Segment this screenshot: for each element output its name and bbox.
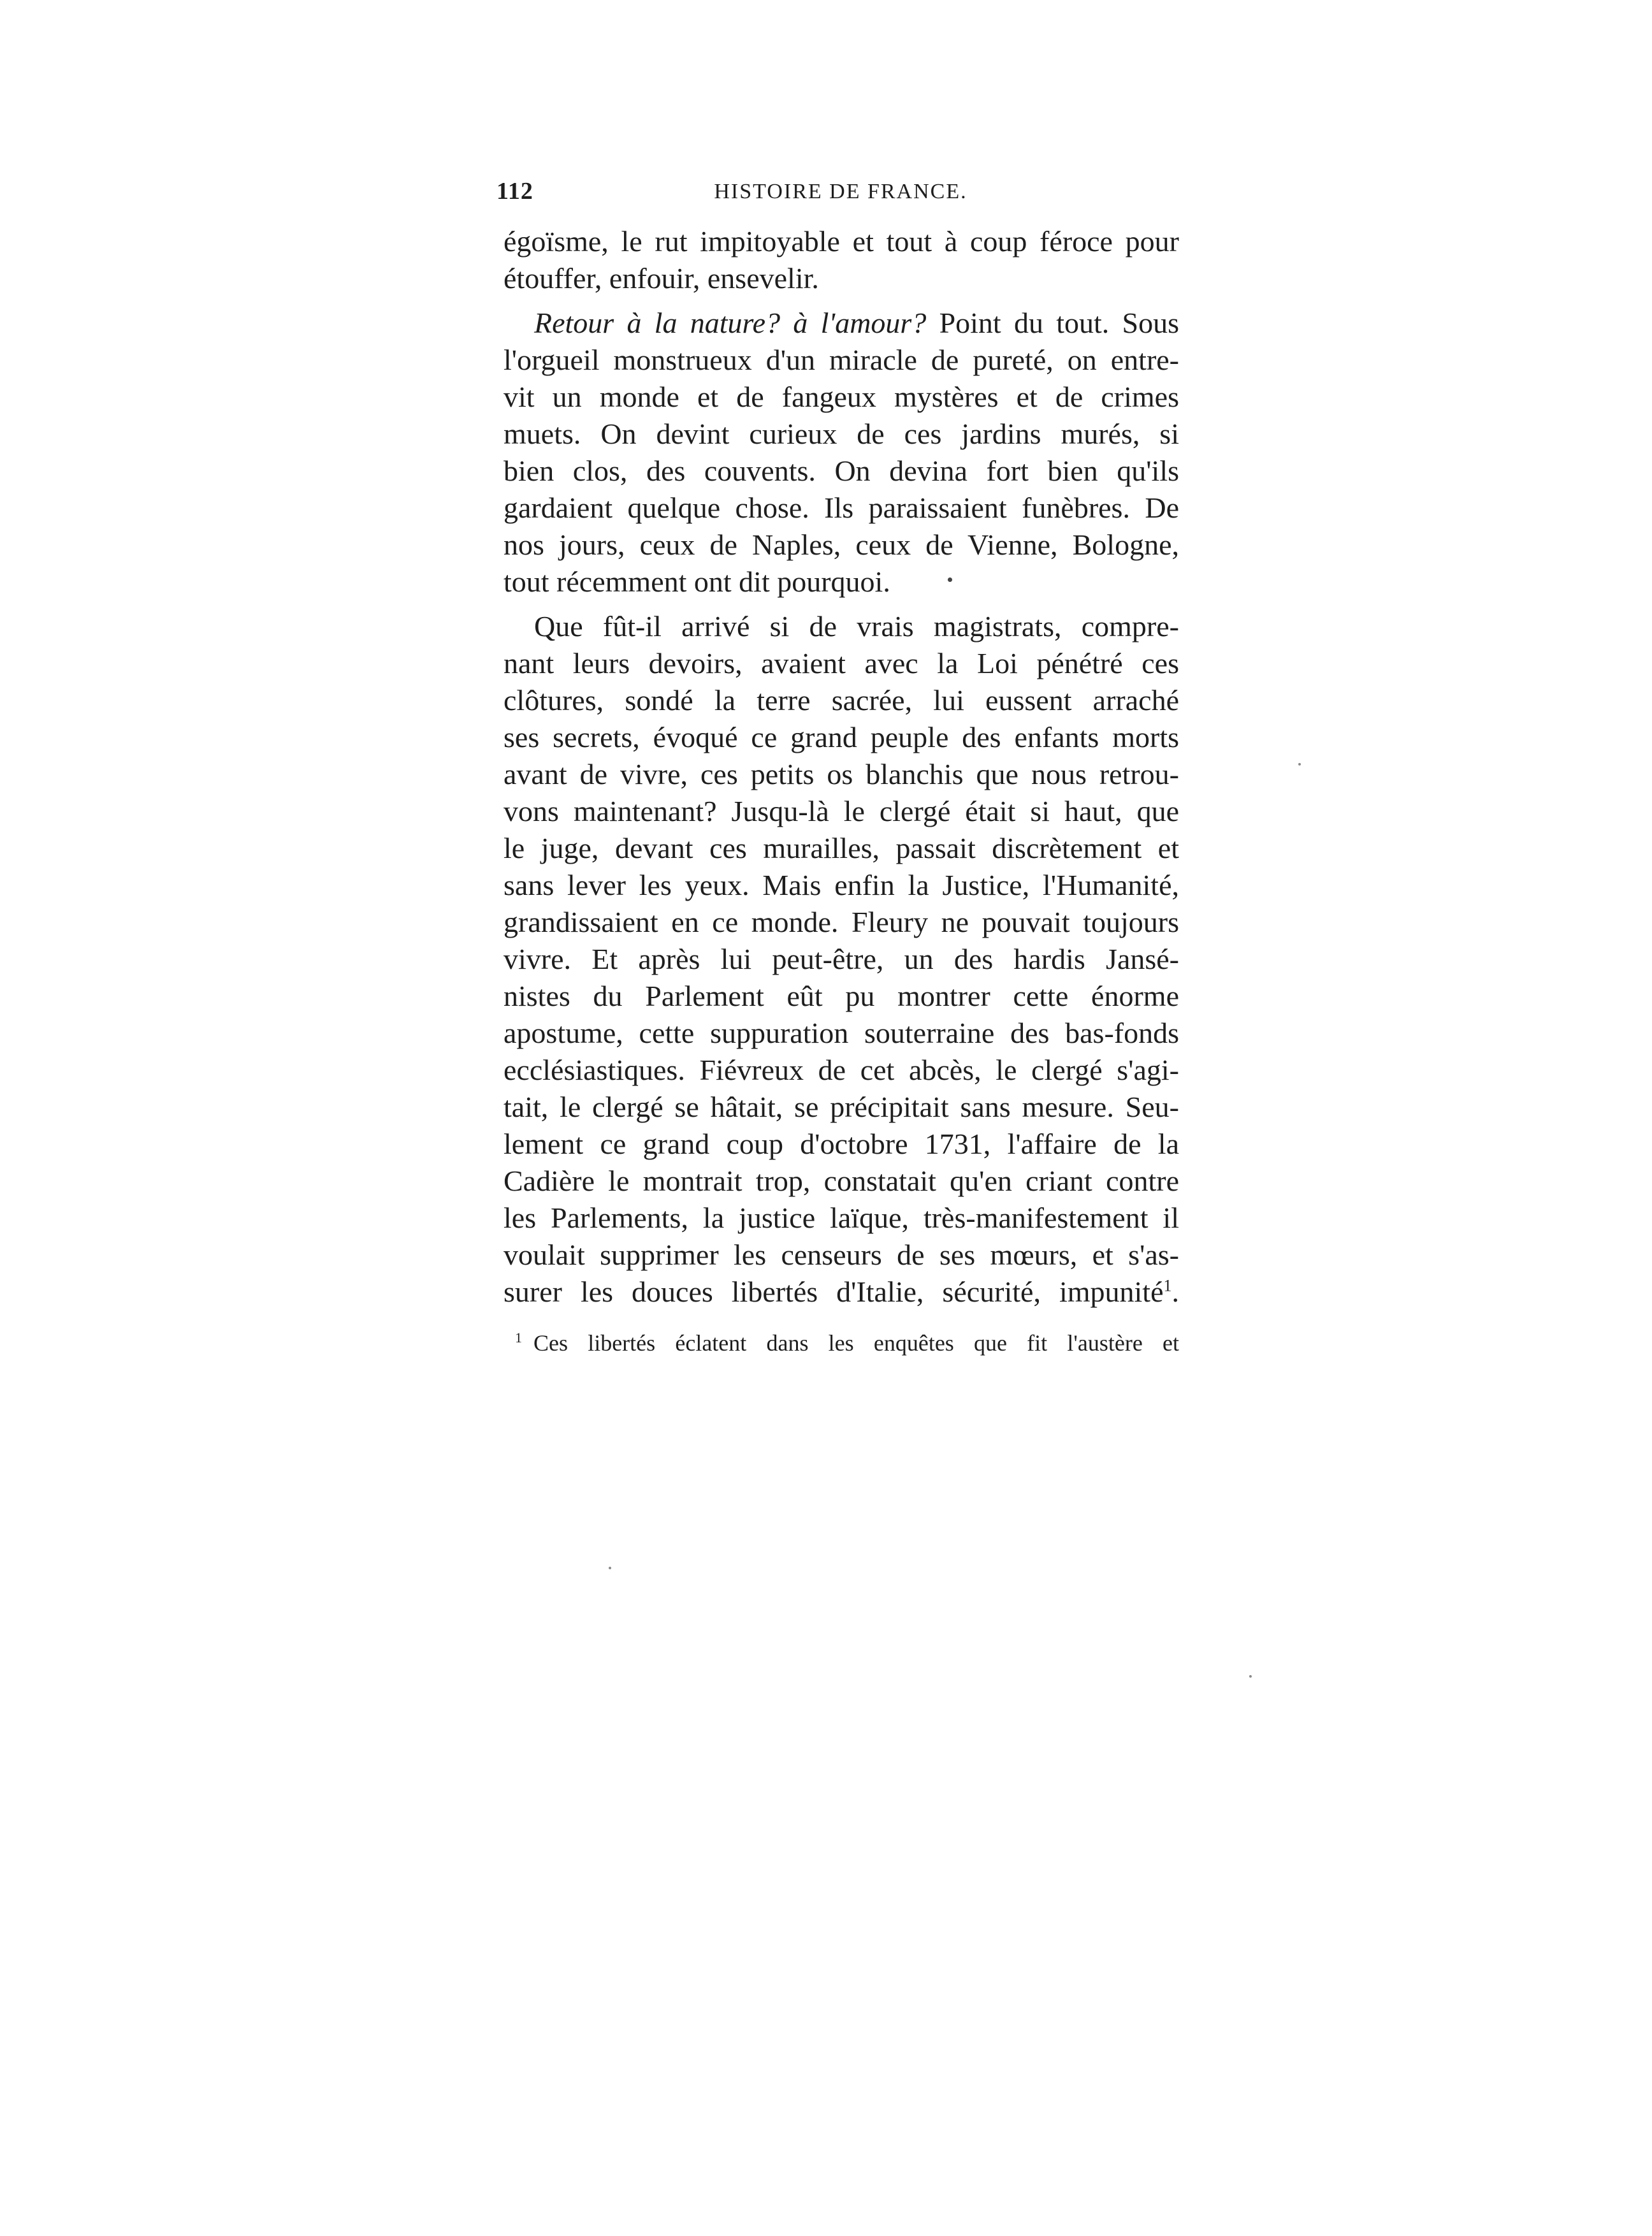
page-number: 112 (496, 178, 533, 205)
text-span: . (1171, 1275, 1179, 1308)
text-line: sans lever les yeux. Mais enfin la Justice, l'Humanité, (504, 869, 1179, 901)
text-line: bien clos, des couvents. On devina fort bien qu'ils (504, 454, 1179, 487)
italic-phrase: Retour à la nature? à l'amour? (534, 307, 927, 339)
text-line: tout récemment ont dit pourquoi. (504, 565, 890, 598)
text-line: tait, le clergé se hâtait, se précipitait sans mesure. Seu- (504, 1091, 1179, 1123)
footnote-text: Ces libertés éclatent dans les enquêtes que fit l'austère et (533, 1330, 1179, 1356)
text-line: étouffer, enfouir, ensevelir. (504, 262, 819, 294)
dust-speck (1298, 763, 1301, 766)
dust-speck (948, 577, 952, 582)
text-line: l'orgueil monstrueux d'un miracle de pureté, on entre- (504, 344, 1179, 376)
footnote (515, 1328, 1179, 1358)
text-line: Cadière le montrait trop, constatait qu'en criant contre (504, 1165, 1179, 1197)
text-line: clôtures, sondé la terre sacrée, lui eussent arraché (504, 684, 1179, 716)
text-line (504, 305, 1179, 342)
text-line: ses secrets, évoqué ce grand peuple des enfants morts (504, 721, 1179, 753)
footnote-reference: 1 (1163, 1276, 1172, 1295)
text-line: Que fût-il arrivé si de vrais magistrats, compre- (534, 610, 1179, 642)
text-line: vit un monde et de fangeux mystères et de crimes (504, 381, 1179, 413)
text-line: vivre. Et après lui peut-être, un des hardis Jansé- (504, 943, 1179, 975)
text-line: avant de vivre, ces petits os blanchis que nous retrou- (504, 758, 1179, 790)
text-span: surer les douces libertés d'Italie, sécurité, impunité (504, 1275, 1164, 1308)
text-line (504, 1274, 1179, 1310)
text-line: apostume, cette suppuration souterraine des bas-fonds (504, 1017, 1179, 1049)
text-line: nistes du Parlement eût pu montrer cette énorme (504, 980, 1179, 1012)
dust-speck (1249, 1675, 1252, 1678)
text-line: vons maintenant? Jusqu-là le clergé était si haut, que (504, 795, 1179, 827)
text-line: le juge, devant ces murailles, passait discrètement et (504, 832, 1179, 864)
text-line: ecclésiastiques. Fiévreux de cet abcès, le clergé s'agi- (504, 1054, 1179, 1086)
dust-speck (609, 1567, 611, 1569)
text-line: grandissaient en ce monde. Fleury ne pouvait toujours (504, 906, 1179, 938)
page-header (496, 177, 1185, 215)
body-text (504, 223, 1179, 1310)
text-span: Point du tout. Sous (926, 307, 1179, 339)
text-line: muets. On devint curieux de ces jardins murés, si (504, 417, 1179, 450)
text-line: gardaient quelque chose. Ils paraissaient funèbres. De (504, 491, 1179, 524)
running-title: HISTOIRE DE FRANCE. (714, 180, 967, 203)
footnote-marker: 1 (515, 1330, 522, 1346)
text-line: lement ce grand coup d'octobre 1731, l'affaire de la (504, 1128, 1179, 1160)
text-line: nos jours, ceux de Naples, ceux de Vienne, Bologne, (504, 528, 1179, 561)
text-line: nant leurs devoirs, avaient avec la Loi pénétré ces (504, 647, 1179, 679)
text-line: égoïsme, le rut impitoyable et tout à coup féroce pour (504, 225, 1179, 258)
text-line: voulait supprimer les censeurs de ses mœurs, et s'as- (504, 1238, 1179, 1271)
text-line: les Parlements, la justice laïque, très-manifestement il (504, 1201, 1179, 1234)
